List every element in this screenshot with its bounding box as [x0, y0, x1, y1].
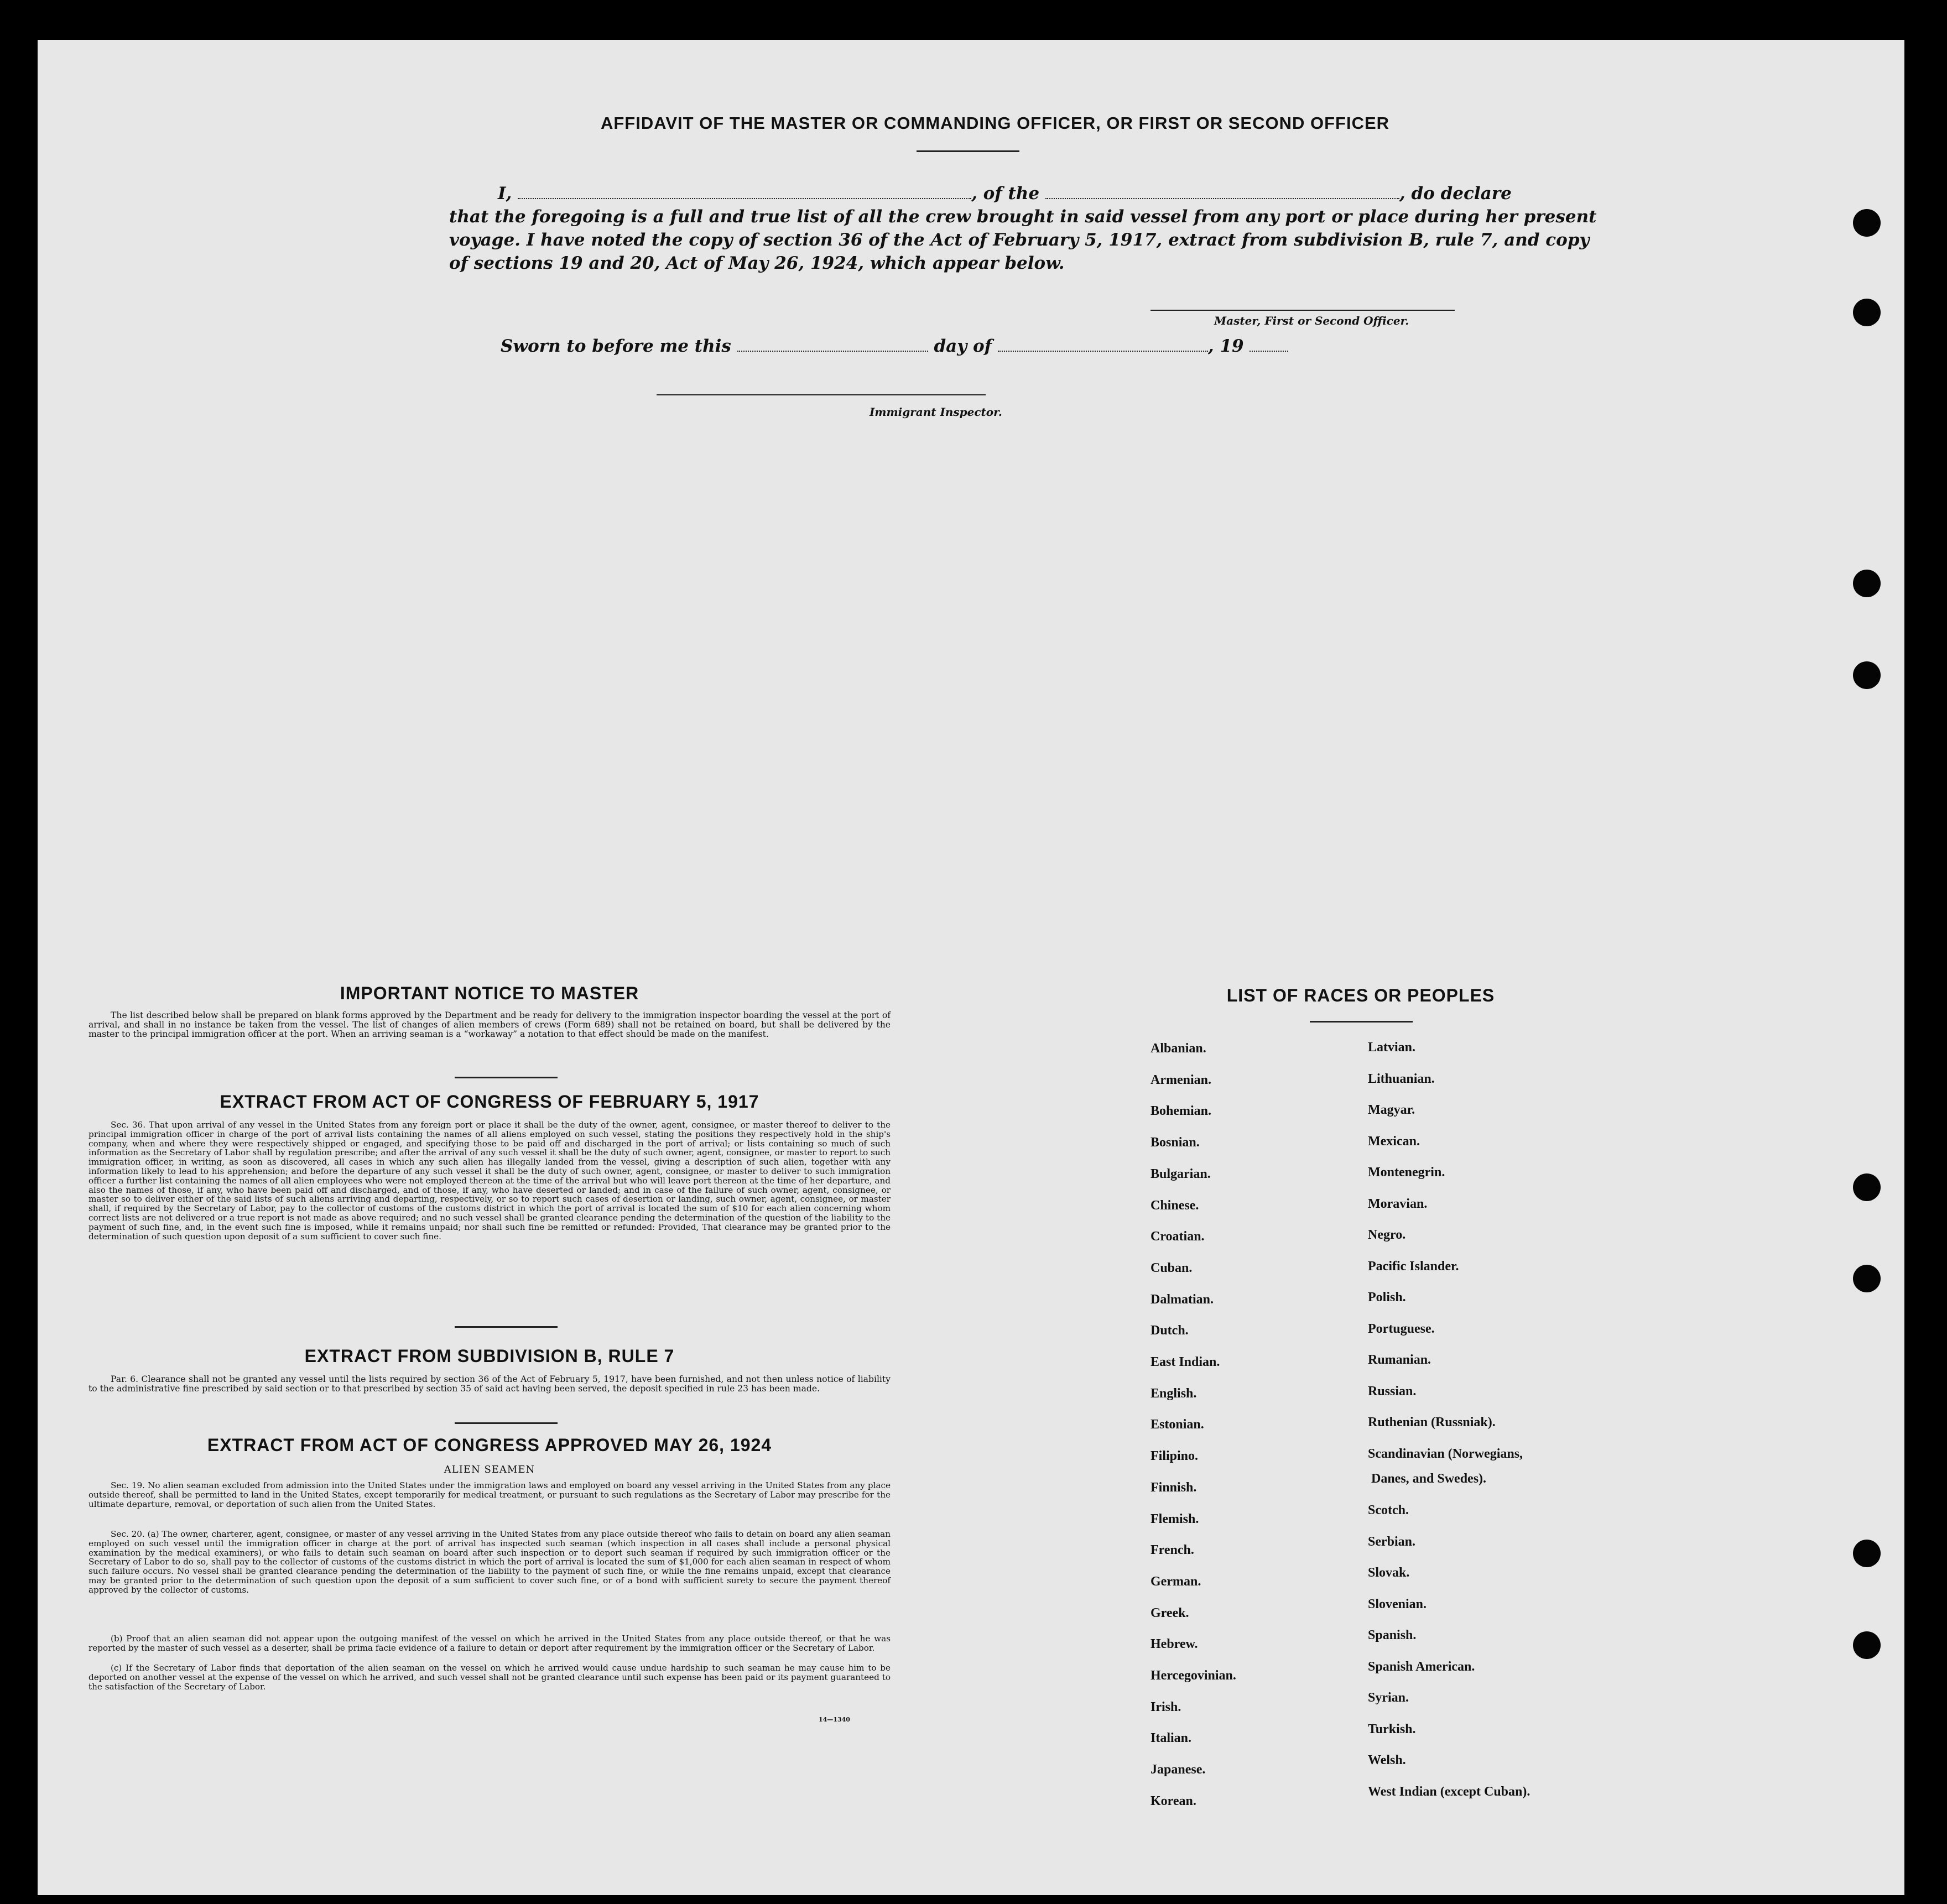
race-item: Dalmatian.	[1150, 1292, 1214, 1307]
race-item: Flemish.	[1150, 1511, 1199, 1526]
year-blank[interactable]	[1250, 346, 1288, 352]
notice-title: IMPORTANT NOTICE TO MASTER	[340, 983, 639, 1003]
race-item: Montenegrin.	[1368, 1165, 1445, 1180]
race-item: Ruthenian (Russniak).	[1368, 1415, 1496, 1430]
race-item: Moravian.	[1368, 1196, 1428, 1211]
races-rule	[1310, 1021, 1413, 1023]
race-item: Chinese.	[1150, 1198, 1199, 1213]
race-item: English.	[1150, 1386, 1197, 1401]
sec20a-text: Sec. 20. (a) The owner, charterer, agent, consignee, or master of any vessel arriving in the United States from any place outside thereof who fails to detain on board any alien seaman employed on such vessel until the immigration officer in charge at the port of arrival has inspected such seaman (which inspection in all cases shall include a personal physical examination by the medical examiners), or who fails to detain such seaman on board after such inspection or to deport such seaman if required by such immigration officer or the Secretary of Labor to do so, shall pay to the collector of customs of the customs district in which the port of arrival is located the sum of $1,000 for each alien seaman in respect of whom such failure occurs. No vessel shall be granted clearance pending the determination of the liability to the payment of such fine, or while the fine remains unpaid, except that clearance may be granted prior to the determination of such question upon the deposit of a sum sufficient to cover such fine, or of a bond with sufficient surety to secure the payment thereof approved by the collector of customs.	[88, 1529, 891, 1595]
race-item: Irish.	[1150, 1699, 1181, 1714]
punch-hole	[1853, 299, 1881, 326]
extract-1924-title: EXTRACT FROM ACT OF CONGRESS APPROVED MAY 26, 1924	[207, 1435, 772, 1455]
race-item: French.	[1150, 1543, 1194, 1558]
race-item: Finnish.	[1150, 1480, 1197, 1495]
race-item: Lithuanian.	[1368, 1071, 1435, 1086]
race-item: Danes, and Swedes).	[1371, 1472, 1487, 1486]
race-item: Cuban.	[1150, 1260, 1193, 1275]
signature-label: Master, First or Second Officer.	[1214, 314, 1409, 327]
notice-text: The list described below shall be prepared on blank forms approved by the Department and be ready for delivery to the immigration inspector boarding the vessel at the port of arrival, and shall in no instance be taken from the vessel. The list of changes of alien members of crews (Form 689) shall not be retained on board, but shall be delivered by the master to the principal immigration officer at the port. When an arriving seaman is a “workaway” a notation to that effect should be made on the manifest.	[88, 1010, 891, 1040]
race-item: Croatian.	[1150, 1229, 1205, 1244]
rule7-text: Par. 6. Clearance shall not be granted any vessel until the lists required by section 36 of the Act of February 5, 1917, have been furnished, and not then unless notice of liability to the administrative fine prescribed by said section or to that prescribed by section 35 of said act having been served, the deposit specified in rule 23 has been made.	[88, 1374, 891, 1394]
signature-line[interactable]	[1150, 310, 1455, 311]
affidavit-line-1	[498, 184, 1512, 204]
race-item: Bulgarian.	[1150, 1166, 1211, 1181]
race-item: West Indian (except Cuban).	[1368, 1784, 1530, 1799]
punch-hole	[1853, 1631, 1881, 1659]
race-item: Magyar.	[1368, 1103, 1415, 1117]
race-item: Korean.	[1150, 1793, 1196, 1808]
race-item: German.	[1150, 1574, 1201, 1589]
rule7-rule	[455, 1422, 558, 1424]
race-item: Scandinavian (Norwegians,	[1368, 1446, 1523, 1461]
race-item: Polish.	[1368, 1290, 1406, 1305]
punch-hole	[1853, 1265, 1881, 1292]
race-item: Pacific Islander.	[1368, 1259, 1459, 1274]
race-item: Welsh.	[1368, 1753, 1406, 1767]
document-sheet	[38, 40, 1904, 1895]
race-item: Italian.	[1150, 1731, 1192, 1746]
race-item: Latvian.	[1368, 1040, 1416, 1055]
race-item: Bosnian.	[1150, 1135, 1200, 1150]
affidavit-line-3: voyage. I have noted the copy of section 36 of the Act of February 5, 1917, extract from subdivision B, rule 7, and copy	[449, 230, 1590, 250]
race-item: Mexican.	[1368, 1134, 1420, 1149]
race-item: Greek.	[1150, 1605, 1189, 1620]
race-item: Hebrew.	[1150, 1637, 1198, 1652]
sec20c-text: (c) If the Secretary of Labor finds that deportation of the alien seaman on the vessel on which he arrived would cause undue hardship to such seaman he may cause him to be deported on another vessel at the expense of the vessel on which he arrived, and such vessel shall not be granted clearance until such expense has been paid or its payment guaranteed to the satisfaction of the Secretary of Labor.	[88, 1663, 891, 1692]
affidavit-of-the: , of the	[971, 184, 1040, 204]
race-item: East Indian.	[1150, 1355, 1220, 1369]
race-item: Slovenian.	[1368, 1597, 1427, 1611]
punch-hole	[1853, 661, 1881, 689]
race-item: Scotch.	[1368, 1503, 1409, 1517]
race-item: Filipino.	[1150, 1449, 1199, 1464]
race-item: Bohemian.	[1150, 1104, 1212, 1119]
race-item: Negro.	[1368, 1228, 1406, 1242]
sworn-line	[501, 336, 1288, 356]
race-item: Syrian.	[1368, 1691, 1409, 1705]
race-item: Rumanian.	[1368, 1353, 1431, 1367]
vessel-blank[interactable]	[1045, 194, 1399, 199]
race-item: Hercegovinian.	[1150, 1668, 1236, 1683]
sworn-text: Sworn to before me this	[501, 336, 731, 356]
race-item: Serbian.	[1368, 1534, 1416, 1549]
races-title: LIST OF RACES OR PEOPLES	[1226, 985, 1495, 1005]
name-blank[interactable]	[518, 194, 971, 199]
race-item: Estonian.	[1150, 1417, 1204, 1432]
punch-hole	[1853, 1173, 1881, 1201]
inspector-signature-line[interactable]	[657, 394, 986, 395]
race-item: Turkish.	[1368, 1722, 1416, 1736]
race-item: Albanian.	[1150, 1041, 1206, 1056]
affidavit-title: AFFIDAVIT OF THE MASTER OR COMMANDING OFFICER, OR FIRST OR SECOND OFFICER	[600, 113, 1390, 133]
race-item: Russian.	[1368, 1384, 1417, 1399]
sec20b-text: (b) Proof that an alien seaman did not appear upon the outgoing manifest of the vessel on which he arrived in the United States from any place outside thereof, or that he was reported by the master of such vessel as a deserter, shall be prima facie evidence of a failure to detain or deport after requirement by the immigration officer or the Secretary of Labor.	[88, 1634, 891, 1653]
race-item: Armenian.	[1150, 1072, 1211, 1087]
race-item: Slovak.	[1368, 1566, 1410, 1580]
year-prefix: , 19	[1207, 336, 1244, 356]
race-item: Japanese.	[1150, 1762, 1206, 1777]
affidavit-line-4: of sections 19 and 20, Act of May 26, 1924, which appear below.	[449, 253, 1065, 273]
rule7-title: EXTRACT FROM SUBDIVISION B, RULE 7	[304, 1346, 675, 1366]
notice-rule	[455, 1077, 558, 1078]
race-item: Portuguese.	[1368, 1321, 1435, 1336]
affidavit-declare: , do declare	[1399, 184, 1512, 204]
race-item: Dutch.	[1150, 1323, 1189, 1338]
extract-1917-title: EXTRACT FROM ACT OF CONGRESS OF FEBRUARY 5, 1917	[220, 1092, 759, 1112]
race-item: Spanish American.	[1368, 1659, 1475, 1674]
race-item: Spanish.	[1368, 1628, 1417, 1642]
punch-hole	[1853, 1540, 1881, 1567]
inspector-label: Immigrant Inspector.	[870, 405, 1002, 419]
month-blank[interactable]	[998, 346, 1208, 352]
punch-hole	[1853, 209, 1881, 237]
punch-hole	[1853, 570, 1881, 597]
form-code: 14—1340	[819, 1716, 850, 1723]
affidavit-line-2: that the foregoing is a full and true list of all the crew brought in said vessel from any port or place during her present	[449, 207, 1597, 227]
day-of-text: day of	[934, 336, 992, 356]
title-rule	[917, 150, 1019, 152]
day-blank[interactable]	[737, 346, 928, 352]
alien-seamen-subtitle: ALIEN SEAMEN	[444, 1464, 535, 1475]
extract-1917-rule	[455, 1326, 558, 1328]
affidavit-i: I,	[498, 184, 512, 204]
sec19-text: Sec. 19. No alien seaman excluded from admission into the United States under the immigration laws and employed on board any vessel arriving in the United States from any place outside thereof, shall be permitted to land in the United States, except temporarily for medical treatment, or pursuant to such regulations as the Secretary of Labor may prescribe for the ultimate departure, removal, or deportation of such alien from the United States.	[88, 1480, 891, 1509]
extract-1917-text: Sec. 36. That upon arrival of any vessel in the United States from any foreign port or place it shall be the duty of the owner, agent, consignee, or master thereof to deliver to the principal immigration officer in charge of the port of arrival lists containing the names of all aliens employed on such vessel, stating the positions they respectively hold in the ship's company, when and where they were respectively shipped or engaged, and specifying those to be paid off and discharged in the port of arrival; or lists containing so much of such information as the Secretary of Labor shall by regulation prescribe; and after the arrival of any such vessel it shall be the duty of such owner, agent, consignee, or master to report to such immigration officer, in writing, as soon as discovered, all cases in which any such alien has illegally landed from the vessel, giving a description of such alien, together with any information likely to lead to his apprehension; and before the departure of any such vessel it shall be the duty of such owner, agent, consignee, or master to deliver to such immigration officer a further list containing the names of all alien employees who were not employed thereon at the time of the arrival but who will leave port thereon at the time of her departure, and also the names of those, if any, who have been paid off and discharged, and of those, if any, who have deserted or landed; and in case of the failure of such owner, agent, consignee, or master so to deliver either of the said lists of such aliens arriving and departing, respectively, or so to report such cases of desertion or landing, such owner, agent, consignee, or master shall, if required by the Secretary of Labor, pay to the collector of customs of the customs district in which the port of arrival is located the sum of $10 for each alien concerning whom correct lists are not delivered or a true report is not made as above required; and no such vessel shall be granted clearance pending the determination of the question of the liability to the payment of such fine, and, in the event such fine is imposed, while it remains unpaid; nor shall such fine be remitted or refunded: Provided, That clearance may be granted prior to the determination of such question upon deposit of a sum sufficient to cover such fine.	[88, 1120, 891, 1241]
